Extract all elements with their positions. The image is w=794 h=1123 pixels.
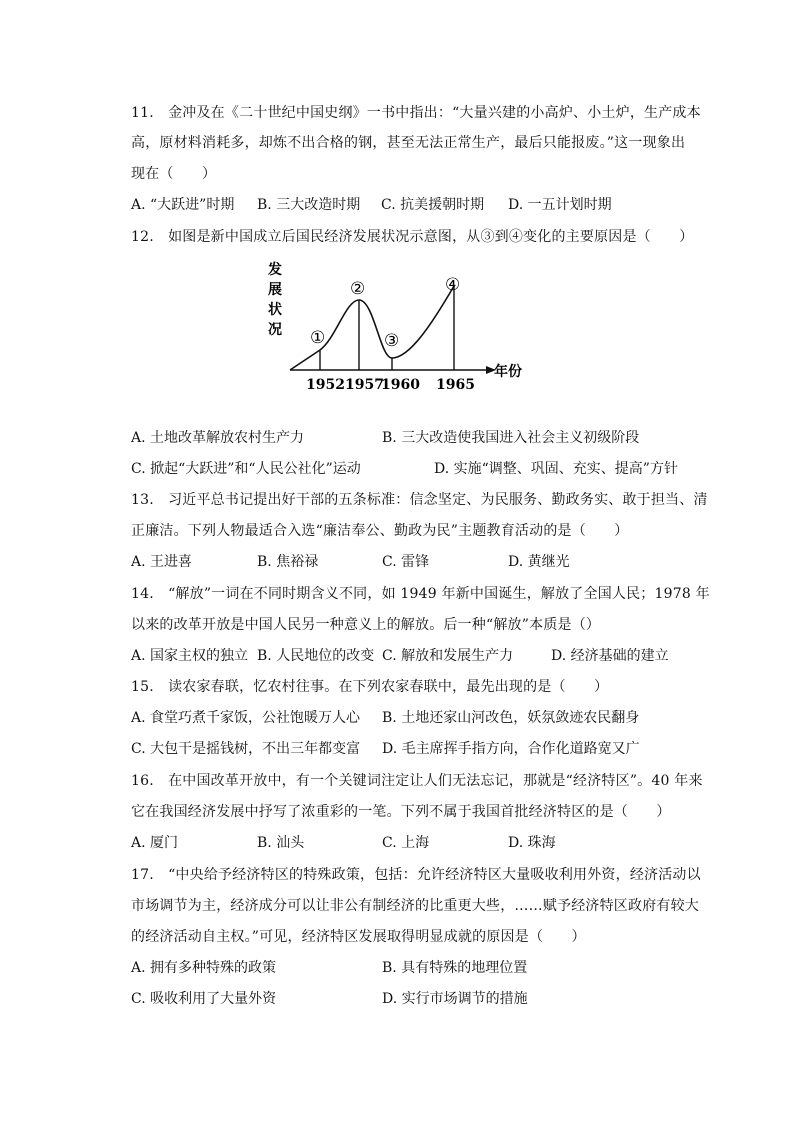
q12-line-1: 12. 如图是新中国成立后国民经济发展状况示意图，从③到④变化的主要原因是（ ） <box>131 229 694 245</box>
chart-marker-4: ④ <box>445 275 461 295</box>
chart-tick-1957: 1957 <box>345 377 384 393</box>
chart-marker-1: ① <box>310 328 326 348</box>
q17-option-a: A. 拥有多种特殊的政策 <box>131 960 277 976</box>
q15-line-1: 15. 读农家春联，忆农村往事。在下列农家春联中，最先出现的是（ ） <box>131 679 609 695</box>
q14-option-b: B. 人民地位的改变 <box>257 648 375 664</box>
q14-option-a: A. 国家主权的独立 <box>131 648 249 664</box>
chart-xlabel: 年份 <box>494 364 522 380</box>
q16-option-a: A. 厦门 <box>131 835 179 851</box>
q17-options-row-2 <box>131 989 771 1009</box>
q13-option-a: A. 王进喜 <box>131 554 193 570</box>
q14-option-c: C. 解放和发展生产力 <box>382 648 514 664</box>
q15-options-row-2 <box>131 739 771 759</box>
chart-ylabel-char-1: 发 <box>268 262 282 278</box>
q11-option-c: C. 抗美援朝时期 <box>381 197 485 213</box>
q11-line-1: 11. 金冲及在《二十世纪中国史纲》一书中指出：“大量兴建的小高炉、小土炉，生产成本 <box>131 105 701 121</box>
q16-option-b: B. 汕头 <box>257 835 305 851</box>
chart-tick-1965: 1965 <box>436 377 475 393</box>
q17-line-2: 市场调节为主，经济成分可以让非公有制经济的比重更大些，……赋予经济特区政府有较大 <box>131 898 699 914</box>
q16-line-1: 16. 在中国改革开放中，有一个关键词注定让人们无法忘记，那就是“经济特区”。40 年来 <box>131 773 703 789</box>
q12-option-c: C. 掀起“大跃进”和“人民公社化”运动 <box>131 461 361 477</box>
q15-option-d: D. 毛主席挥手指方向，合作化道路宽又广 <box>382 741 640 757</box>
q13-line-1: 13. 习近平总书记提出好干部的五条标准：信念坚定、为民服务、勤政务实、敢于担当、清 <box>131 492 708 508</box>
q13-options <box>131 552 771 572</box>
q13-line-2: 正廉洁。下列人物最适合入选“廉洁奉公、勤政为民”主题教育活动的是（ ） <box>131 523 629 539</box>
q17-options-row-1 <box>131 958 771 978</box>
chart-marker-2: ② <box>350 279 366 299</box>
q15-option-c: C. 大包干是摇钱树，不出三年都变富 <box>131 741 361 757</box>
q13-option-b: B. 焦裕禄 <box>257 554 319 570</box>
q11-option-a: A. “大跃进”时期 <box>131 197 235 213</box>
q17-option-c: C. 吸收利用了大量外资 <box>131 991 277 1007</box>
q13-option-c: C. 雷锋 <box>382 554 430 570</box>
q12-options-row-2 <box>131 459 771 479</box>
q13-option-d: D. 黄继光 <box>508 554 570 570</box>
q16-option-d: D. 珠海 <box>508 835 556 851</box>
q12-option-b: B. 三大改造使我国进入社会主义初级阶段 <box>382 430 640 446</box>
q11-option-b: B. 三大改造时期 <box>257 197 361 213</box>
q12-options-row-1 <box>131 428 771 448</box>
q17-line-1: 17. “中央给予经济特区的特殊政策，包括：允许经济特区大量吸收利用外资，经济活动以 <box>131 867 701 883</box>
q15-option-b: B. 土地还家山河改色，妖氛敛迹农民翻身 <box>382 710 640 726</box>
q16-line-2: 它在我国经济发展中抒写了浓重彩的一笔。下列不属于我国首批经济特区的是（ ） <box>131 804 671 820</box>
chart-marker-3: ③ <box>384 331 400 351</box>
economy-chart <box>258 258 528 394</box>
chart-ylabel-char-3: 状 <box>268 302 282 318</box>
q11-options <box>131 195 771 215</box>
q12-option-a: A. 土地改革解放农村生产力 <box>131 430 305 446</box>
chart-ylabel-char-4: 况 <box>268 322 282 338</box>
q15-options-row-1 <box>131 708 771 728</box>
q14-line-1: 14. “解放”一词在不同时期含义不同，如 1949 年新中国诞生，解放了全国人民；1978 年 <box>131 586 710 602</box>
q11-line-3: 现在（ ） <box>131 166 217 182</box>
chart-tick-1960: 1960 <box>381 377 420 393</box>
q12-option-d: D. 实施“调整、巩固、充实、提高”方针 <box>434 461 678 477</box>
q14-line-2: 以来的改革开放是中国人民另一种意义上的解放。后一种“解放”本质是（） <box>131 617 601 633</box>
q16-option-c: C. 上海 <box>382 835 430 851</box>
q16-options <box>131 833 771 853</box>
q17-option-b: B. 具有特殊的地理位置 <box>382 960 528 976</box>
chart-tick-1952: 1952 <box>306 377 345 393</box>
q17-option-d: D. 实行市场调节的措施 <box>382 991 528 1007</box>
q11-option-d: D. 一五计划时期 <box>508 197 612 213</box>
q15-option-a: A. 食堂巧煮千家饭，公社饱暖万人心 <box>131 710 361 726</box>
q14-option-d: D. 经济基础的建立 <box>551 648 669 664</box>
q11-line-2: 高，原材料消耗多，却炼不出合格的钢，甚至无法正常生产，最后只能报废。”这一现象出 <box>131 135 686 151</box>
q17-line-3: 的经济活动自主权。”可见，经济特区发展取得明显成就的原因是（ ） <box>131 929 586 945</box>
q14-options <box>131 646 771 666</box>
chart-ylabel-char-2: 展 <box>268 282 282 298</box>
